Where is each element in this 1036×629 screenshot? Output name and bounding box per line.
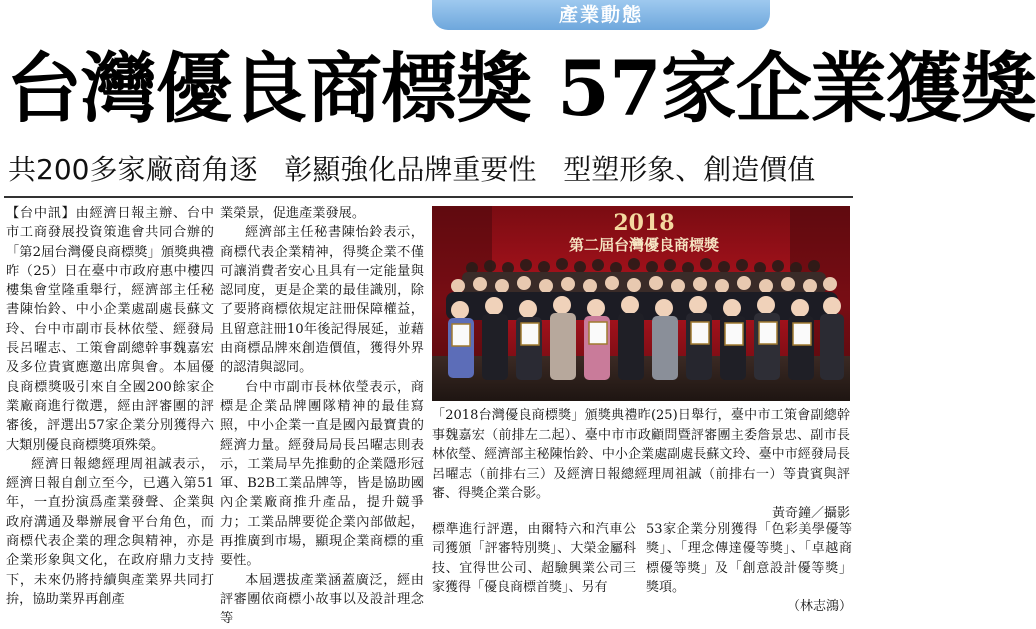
headline-divider bbox=[4, 196, 853, 198]
banner-year: 2018 bbox=[613, 210, 675, 236]
article-paragraph: 經濟部主任秘書陳怡鈴表示，商標代表企業精神，得獎企業不僅可讓消費者安心且具有一定能量與認同度，更是企業的最佳識別，除了要將商標依規定註冊保障權益，且留意註冊10年後記得展延，並藉由商標品牌來創造價值，獲得外界的認清與認同。 bbox=[220, 225, 424, 376]
headline-part-2: 57家企業獲獎 bbox=[557, 44, 1036, 133]
article-paragraph: 標準進行評選，由爾特六和汽車公司獲頒「評審特別獎」、大榮金屬科技、宜得世公司、超驗興業公司三家獲得「優良商標首獎」、另有 bbox=[432, 522, 636, 595]
group-photo-illustration bbox=[432, 206, 850, 401]
article-column-1 bbox=[6, 204, 214, 609]
caption-text: 「2018台灣優良商標獎」頒獎典禮昨(25)日舉行，臺中市工策會副總幹事魏嘉宏（前排左二起）、臺中市市政顧問暨評審團主委詹景忠、副市長林依瑩、經濟部主秘陳怡鈴、中小企業處副處長蘇文玲、臺中市經發局長呂曜志（前排右三）及經濟日報總經理周祖誠（前排右一）等貴賓與評審、得獎企業合影。 bbox=[432, 408, 850, 501]
article-paragraph: 業榮景，促進產業發展。 bbox=[220, 206, 366, 221]
group-photo bbox=[432, 206, 850, 401]
subheadline-part-1: 共200多家廠商角逐 bbox=[8, 153, 258, 186]
article-paragraph: 台中市副市長林依瑩表示，商標是企業品牌團隊精神的最佳寫照，中小企業一直是國內最寶貴的經濟力量。經發局局長呂曜志則表示，工業局早先推動的企業隱形冠軍、B2B工業品牌等，皆是協助國內企業廠商推升產品，提升競爭力；工業品牌要從企業內部做起，再推廣到市場，顯現企業商標的重要性。 bbox=[220, 379, 424, 569]
headline bbox=[6, 34, 1036, 144]
article-column-2 bbox=[220, 204, 424, 629]
article-paragraph: 【台中訊】由經濟日報主辦、台中市工商發展投資策進會共同合辦的「第2屆台灣優良商標獎」頒獎典禮昨（25）日在臺中市政府惠中樓四樓集會堂隆重舉行，經濟部主任秘書陳怡鈴、中小企業處副處長蘇文玲、台中市副市長林依瑩、經發局長呂曜志、工策會副總幹事魏嘉宏及多位貴賓應邀出席與會。本屆優良商標獎吸引來自全國200餘家企業廠商進行徵選，經由評審團的評審後，評選出57家企業分別獲得六大類別優良商標獎項殊榮。 bbox=[6, 206, 214, 453]
section-label: 產業動態 bbox=[432, 0, 770, 30]
article-paragraph: 本屆選拔產業涵蓋廣泛，經由評審團依商標小故事以及設計理念等 bbox=[220, 572, 424, 627]
photo-credit: 黃奇鐘／攝影 bbox=[771, 505, 850, 521]
article-column-4 bbox=[646, 520, 852, 616]
author-byline: （林志鴻） bbox=[786, 599, 852, 615]
article-paragraph: 53家企業分別獲得「色彩美學優等獎」、「理念傳達優等獎」、「卓越商標優等獎」及「創意設計優等獎」獎項。 bbox=[646, 522, 852, 595]
photo-caption bbox=[432, 406, 850, 523]
subheadline-part-2: 彰顯強化品牌重要性 bbox=[284, 153, 537, 186]
subheadline bbox=[8, 150, 848, 190]
subheadline-part-3: 型塑形象、創造價值 bbox=[563, 153, 816, 186]
article-column-3 bbox=[432, 520, 636, 597]
article-paragraph: 經濟日報總經理周祖誠表示，經濟日報自創立至今，已邁入第51年，一直扮演爲產業發聲、企業與政府溝通及舉辦展會平台角色，而商標代表企業的理念與精神，亦是企業形象與文化，在政府鼎力支持下，未來仍將持續與產業界共同打拚，協助業界再創產 bbox=[6, 456, 214, 607]
banner-title: 第二屆台灣優良商標獎 bbox=[568, 236, 720, 254]
headline-part-1: 台灣優良商標獎 bbox=[6, 44, 531, 133]
